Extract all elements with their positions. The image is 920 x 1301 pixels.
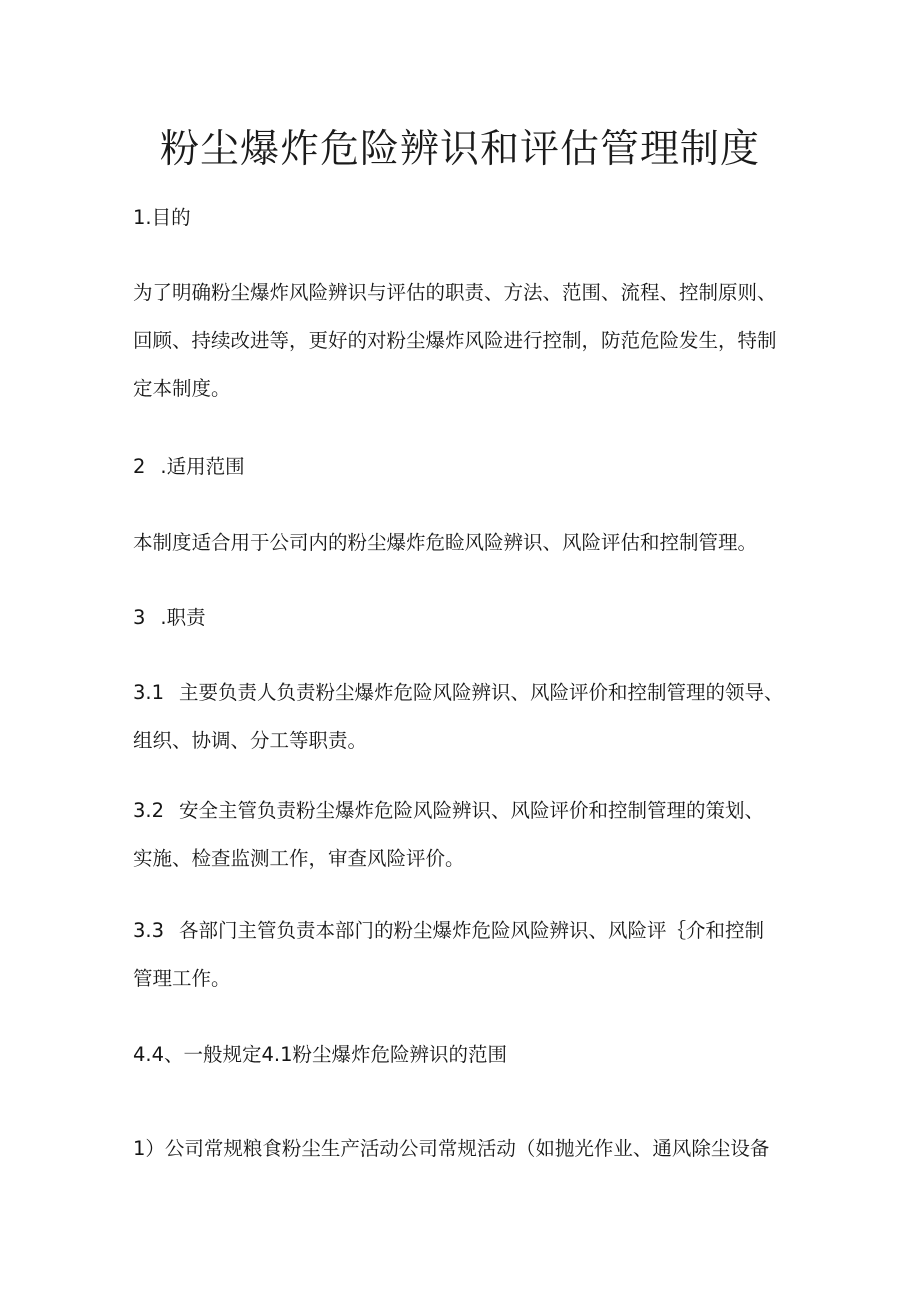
clause-3-3-line-1 (133, 918, 764, 944)
section-1-body-line-3: 定本制度。 (133, 377, 231, 400)
section-4-heading: 4.4、一般规定4.1粉尘爆炸危险辨识的范围 (133, 1043, 508, 1066)
clause-3-3-number: 3.3 (133, 919, 165, 942)
section-2-heading-text: .适用范围 (160, 455, 245, 478)
clause-3-2-number: 3.2 (133, 799, 165, 822)
section-3-heading-text: .职责 (160, 606, 206, 629)
clause-3-2-text-1: 安全主管负责粉尘爆炸危险风险辨识、风险评价和控制管理的策划、 (179, 799, 765, 822)
clause-3-1-text-1: 主要负责人负责粉尘爆炸危险风险辨识、风险评价和控制管理的领导、 (179, 681, 784, 704)
clause-3-2-line-2: 实施、检查监测工作，审查风险评价。 (133, 847, 465, 870)
clause-3-1-line-1 (133, 680, 784, 706)
document-title: 粉尘爆炸危险辨识和评估管理制度 (159, 127, 760, 172)
section-2-body: 本制度适合用于公司内的粉尘爆炸危睑风险辨识、风险评估和控制管理。 (133, 531, 758, 554)
section-2-heading (133, 454, 245, 480)
clause-3-3-text-1: 各部门主管负责本部门的粉尘爆炸危险风险辨识、风险评｛介和控制 (179, 919, 765, 942)
section-2-number: 2 (133, 455, 146, 478)
section-4-item-1: 1）公司常规粮食粉尘生产活动公司常规活动（如抛光作业、通风除尘设备 (133, 1137, 770, 1160)
section-1-body-line-2: 回顾、持续改进等，更好的对粉尘爆炸风险进行控制，防范危险发生，特制 (133, 329, 777, 352)
section-1-body-line-1: 为了明确粉尘爆炸风险辨识与评估的职责、方法、范围、流程、控制原则、 (133, 281, 777, 304)
clause-3-2-line-1 (133, 798, 764, 824)
section-3-heading (133, 605, 206, 631)
clause-3-1-line-2: 组织、协调、分工等职责。 (133, 729, 368, 752)
clause-3-1-number: 3.1 (133, 681, 165, 704)
clause-3-3-line-2: 管理工作。 (133, 967, 231, 990)
section-1-heading: 1.目的 (133, 206, 191, 229)
section-3-number: 3 (133, 606, 146, 629)
